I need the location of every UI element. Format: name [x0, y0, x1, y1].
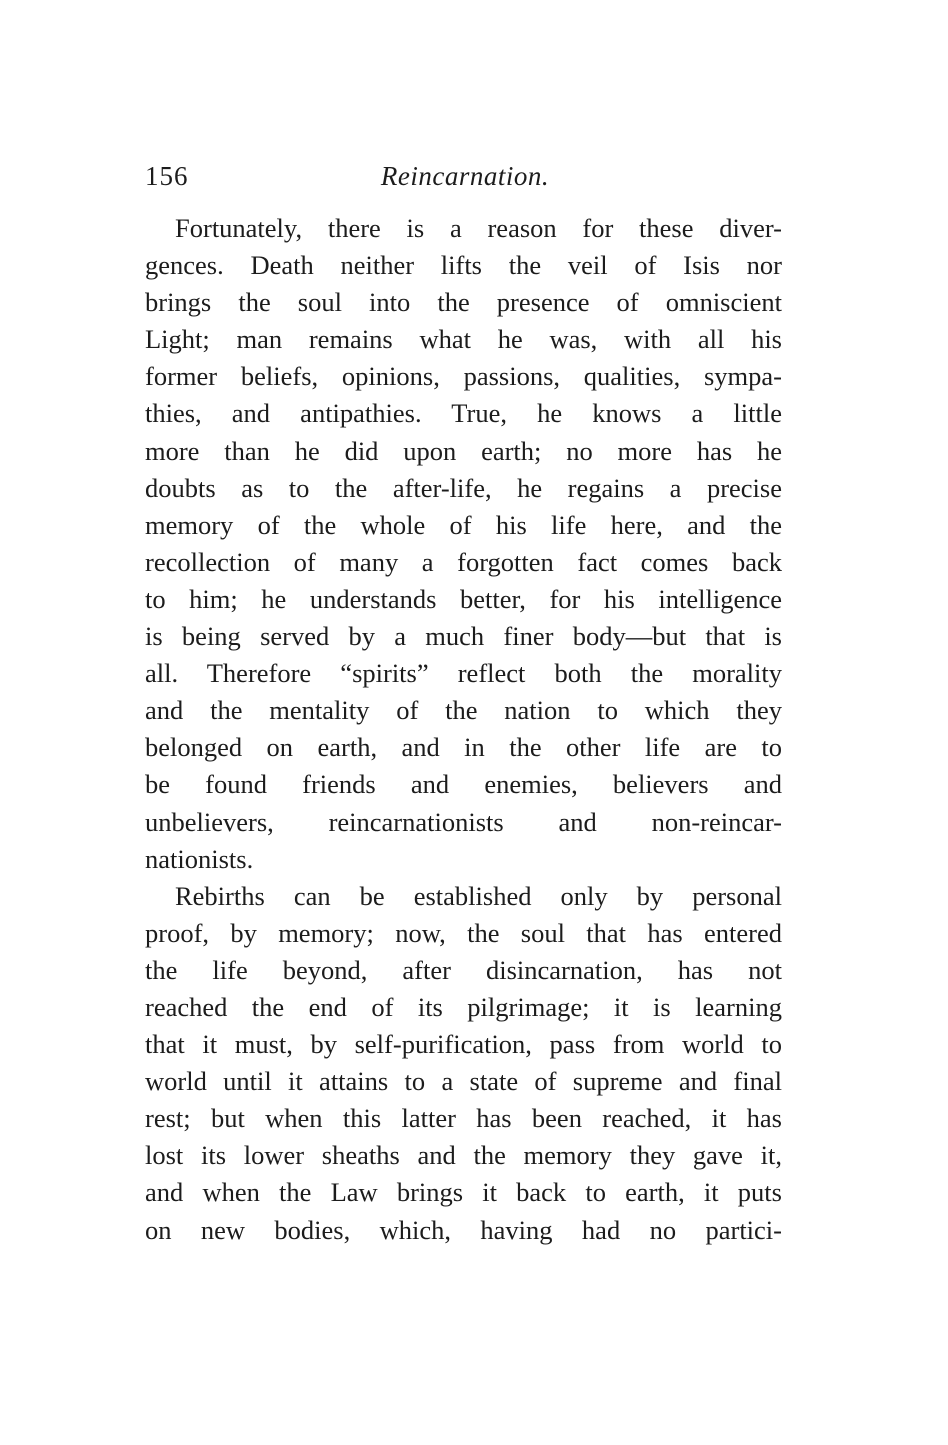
text-line: thies, and antipathies. True, he knows a little [145, 398, 782, 429]
paragraph-1 [145, 210, 782, 878]
text-line: and when the Law brings it back to earth, it puts [145, 1177, 782, 1208]
text-line: nationists. [145, 843, 254, 874]
text-line: more than he did upon earth; no more has he [145, 435, 782, 466]
text-line: belonged on earth, and in the other life are to [145, 732, 782, 763]
body-text [145, 210, 782, 1249]
text-line: and the mentality of the nation to which they [145, 695, 782, 726]
paragraph-2 [145, 878, 782, 1249]
text-line: lost its lower sheaths and the memory they gave it, [145, 1140, 782, 1171]
text-line: be found friends and enemies, believers and [145, 769, 782, 800]
text-line: gences. Death neither lifts the veil of Isis nor [145, 250, 782, 281]
text-line: to him; he understands better, for his intelligence [145, 583, 782, 614]
text-line: memory of the whole of his life here, and the [145, 509, 782, 540]
text-line: on new bodies, which, having had no partici- [145, 1214, 782, 1245]
text-line: all. Therefore “spirits” reflect both the morality [145, 658, 782, 689]
text-line: proof, by memory; now, the soul that has entered [145, 917, 782, 948]
text-line: unbelievers, reincarnationists and non-reincar- [145, 806, 782, 837]
text-line: Light; man remains what he was, with all his [145, 324, 782, 355]
running-head [145, 156, 785, 196]
text-line: Fortunately, there is a reason for these diver- [175, 213, 782, 243]
text-line: Rebirths can be established only by personal [175, 880, 782, 911]
text-line: is being served by a much finer body—but that is [145, 621, 782, 652]
running-title: Reincarnation. [380, 161, 550, 191]
text-line: brings the soul into the presence of omniscient [145, 287, 782, 318]
text-line: the life beyond, after disincarnation, has not [145, 954, 782, 985]
text-line: reached the end of its pilgrimage; it is learning [145, 991, 782, 1022]
text-line: doubts as to the after-life, he regains a precise [145, 472, 782, 503]
text-line: that it must, by self-purification, pass from world to [145, 1029, 782, 1060]
text-line: rest; but when this latter has been reached, it has [145, 1103, 782, 1134]
text-line: former beliefs, opinions, passions, qualities, sympa- [145, 361, 782, 392]
page-number: 156 [145, 161, 189, 191]
text-line: world until it attains to a state of supreme and final [145, 1066, 782, 1097]
text-line: recollection of many a forgotten fact comes back [145, 546, 782, 577]
